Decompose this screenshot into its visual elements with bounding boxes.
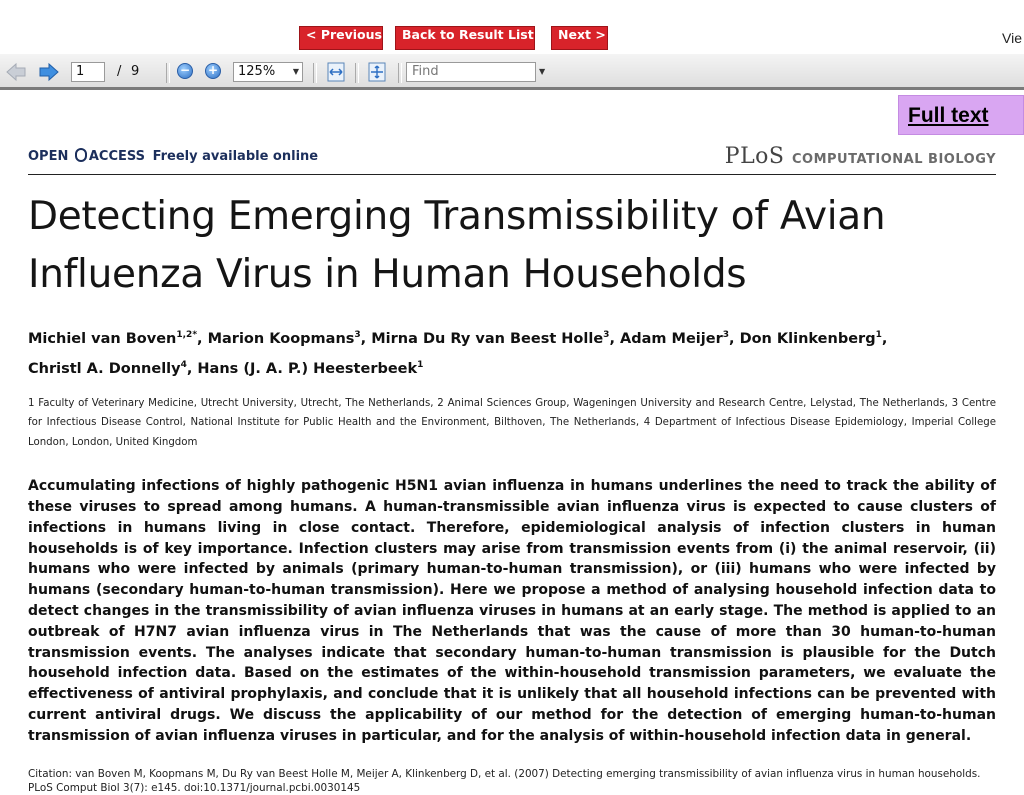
pdf-viewer-toolbar xyxy=(0,54,1024,90)
zoom-out-icon[interactable]: − xyxy=(177,63,193,79)
toolbar-divider xyxy=(355,63,359,83)
affiliations: 1 Faculty of Veterinary Medicine, Utrecht University, Utrecht, The Netherlands, 2 Animal Sciences Group, Wageningen University and Research Centre, Lelystad, The Netherlands, 3 Centre for Infectious Disease Control, National Institute for Public Health and the Environment, Bilthoven, The Netherlands, 4 Department of Infectious Disease Epidemiology, Imperial College London, London, United Kingdom xyxy=(28,397,996,448)
result-navigation-bar xyxy=(0,0,1024,54)
open-access-badge xyxy=(28,148,318,164)
pdf-page xyxy=(28,138,996,795)
full-text-button[interactable]: Full text xyxy=(898,95,1024,135)
toolbar-divider xyxy=(398,63,402,83)
toolbar-divider xyxy=(166,63,170,83)
chevron-down-icon: ▼ xyxy=(292,67,299,76)
next-button[interactable]: Next > xyxy=(551,26,608,50)
open-access-label-access: ACCESS xyxy=(88,149,146,164)
citation: Citation: van Boven M, Koopmans M, Du Ry van Beest Holle M, Meijer A, Klinkenberg D, et al. (2007) Detecting emerging transmissibility of avian influenza virus in human households. PLoS Comput Biol 3(7): e145. doi:10.1371/journal.pcbi.0030145 xyxy=(28,767,981,794)
journal-header xyxy=(28,138,996,175)
zoom-value: 125% xyxy=(238,64,276,79)
article-title: Detecting Emerging Transmissibility of Avian Influenza Virus in Human Households xyxy=(28,194,886,297)
open-access-label-open: OPEN xyxy=(28,149,69,164)
page-separator: / xyxy=(117,64,122,79)
page-number-input[interactable]: 1 xyxy=(71,62,105,82)
page-total: 9 xyxy=(131,64,140,79)
fit-width-icon[interactable] xyxy=(326,62,346,82)
open-access-note: Freely available online xyxy=(152,149,319,164)
previous-button[interactable]: < Previous xyxy=(299,26,383,50)
journal-subtitle: COMPUTATIONAL BIOLOGY xyxy=(792,152,996,167)
author: Marion Koopmans$^3$ xyxy=(207,330,361,347)
zoom-in-icon[interactable]: + xyxy=(205,63,221,79)
chevron-down-icon[interactable]: ▼ xyxy=(539,67,546,76)
author: Christl A. Donnelly$^4$ xyxy=(28,359,187,377)
toolbar-divider xyxy=(313,63,317,83)
zoom-select[interactable] xyxy=(233,62,303,82)
open-lock-icon xyxy=(75,148,87,162)
author: Adam Meijer$^3$ xyxy=(620,330,729,347)
abstract: Accumulating infections of highly pathogenic H5N1 avian influenza in humans underlines the need to track the ability of these viruses to spread among humans. A human-transmissible avian influenza virus is expected to cause clusters of infections in humans living in close contact. Therefore, epidemiological analysis of infection clusters in human households is of key importance. Infection clusters may arise from transmission events from (i) the animal reservoir, (ii) humans who were infected by animals (primary human-to-human transmission), or (iii) humans who were infected by humans (secondary human-to-human transmission). Here we propose a method of analysing household infection data to detect changes in the transmissibility of avian influenza viruses in humans at an early stage. The method is applied to an outbreak of H7N7 avian influenza virus in The Netherlands that was the cause of more than 30 human-to-human transmission events. The analyses indicate that secondary human-to-human transmission is plausible for the Dutch household infection data. Based on the estimates of the within-household transmission parameters, we evaluate the effectiveness of antiviral prophylaxis, and conclude that it is unlikely that all household infections can be prevented with current antiviral drugs. We discuss the applicability of our method for the detection of emerging human-to-human transmission of avian influenza viruses in particular, and for the analysis of within-household infection data in general. xyxy=(28,478,996,744)
author: Hans (J. A. P.) Heesterbeek$^1$ xyxy=(197,359,424,377)
journal-name: PLoS xyxy=(724,144,785,169)
back-to-result-list-button[interactable]: Back to Result List xyxy=(395,26,535,50)
author-list: Michiel van Boven$^{1,2*}$, Marion Koopmans$^3$, Mirna Du Ry van Beest Holle$^3$, Adam Meijer$^3$, Don Klinkenberg$^1$, Christl A. Donnelly$^4$, Hans (J. A. P.) Heesterbeek$^1$ xyxy=(28,330,888,377)
find-input[interactable]: Find xyxy=(406,62,536,82)
author: Michiel van Boven$^{1,2*}$ xyxy=(28,330,198,347)
view-link[interactable]: Vie xyxy=(1002,30,1022,46)
arrow-right-icon[interactable] xyxy=(38,62,60,82)
journal-logo xyxy=(725,144,996,169)
author: Don Klinkenberg$^1$ xyxy=(739,330,882,347)
fit-page-icon[interactable] xyxy=(367,62,387,82)
author: Mirna Du Ry van Beest Holle$^3$ xyxy=(371,330,610,347)
arrow-left-icon[interactable] xyxy=(5,62,27,82)
